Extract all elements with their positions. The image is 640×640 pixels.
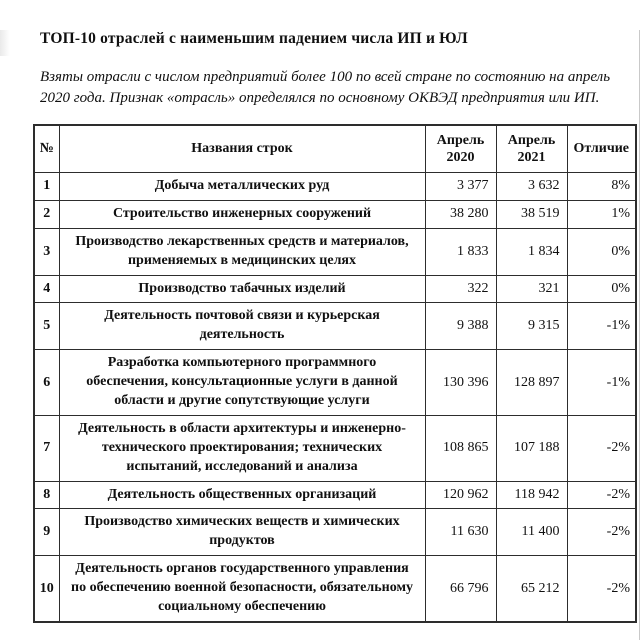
value-april-2020-cell: 3 377 <box>425 173 496 201</box>
column-header: Названия строк <box>59 125 425 173</box>
difference-cell: -1% <box>567 350 636 416</box>
page-subtitle: Взяты отрасли с числом предприятий более 100 по всей стране по состоянию на апрель 2020 года. Признак «отрасль» определялся по основному ОКВЭД предприятия или ИП. <box>40 69 611 106</box>
value-april-2021-cell: 9 315 <box>496 303 567 350</box>
value-april-2021-cell: 107 188 <box>496 415 567 481</box>
value-april-2020-cell: 108 865 <box>425 415 496 481</box>
row-name-cell: Производство химических веществ и химических продуктов <box>59 509 425 556</box>
table-row <box>34 556 636 622</box>
row-number-cell: 7 <box>34 415 59 481</box>
difference-cell: 0% <box>567 228 636 275</box>
row-name-cell: Деятельность в области архитектуры и инженерно-технического проектирования; технических испытаний, исследований и анализа <box>59 415 425 481</box>
row-number-cell: 4 <box>34 275 59 303</box>
value-april-2021-cell: 65 212 <box>496 556 567 622</box>
row-number-cell: 10 <box>34 556 59 622</box>
row-name-cell: Разработка компьютерного программного обеспечения, консультационные услуги в данной области и другие сопутствующие услуги <box>59 350 425 416</box>
value-april-2020-cell: 120 962 <box>425 481 496 509</box>
document-page <box>0 30 640 640</box>
row-number-cell: 8 <box>34 481 59 509</box>
row-name-cell: Строительство инженерных сооружений <box>59 200 425 228</box>
difference-cell: 1% <box>567 200 636 228</box>
difference-cell: -2% <box>567 509 636 556</box>
value-april-2021-cell: 1 834 <box>496 228 567 275</box>
table-row <box>34 350 636 416</box>
table-row <box>34 275 636 303</box>
difference-cell: 8% <box>567 173 636 201</box>
row-name-cell: Деятельность почтовой связи и курьерская деятельность <box>59 303 425 350</box>
value-april-2020-cell: 130 396 <box>425 350 496 416</box>
page-title: ТОП-10 отраслей с наименьшим падением числа ИП и ЮЛ <box>40 30 468 47</box>
page-edge-artifact <box>0 30 10 56</box>
row-number-cell: 5 <box>34 303 59 350</box>
value-april-2021-cell: 3 632 <box>496 173 567 201</box>
value-april-2021-cell: 11 400 <box>496 509 567 556</box>
difference-cell: -2% <box>567 481 636 509</box>
value-april-2020-cell: 322 <box>425 275 496 303</box>
value-april-2020-cell: 9 388 <box>425 303 496 350</box>
table-row <box>34 228 636 275</box>
value-april-2021-cell: 128 897 <box>496 350 567 416</box>
table-header-row <box>34 125 636 173</box>
row-name-cell: Производство табачных изделий <box>59 275 425 303</box>
table-row <box>34 200 636 228</box>
row-number-cell: 2 <box>34 200 59 228</box>
table-row <box>34 173 636 201</box>
value-april-2021-cell: 118 942 <box>496 481 567 509</box>
row-number-cell: 1 <box>34 173 59 201</box>
value-april-2020-cell: 66 796 <box>425 556 496 622</box>
top10-industries-table <box>33 124 637 623</box>
value-april-2021-cell: 321 <box>496 275 567 303</box>
difference-cell: -2% <box>567 556 636 622</box>
row-number-cell: 3 <box>34 228 59 275</box>
value-april-2020-cell: 38 280 <box>425 200 496 228</box>
difference-cell: 0% <box>567 275 636 303</box>
row-number-cell: 9 <box>34 509 59 556</box>
difference-cell: -1% <box>567 303 636 350</box>
table-row <box>34 303 636 350</box>
value-april-2020-cell: 11 630 <box>425 509 496 556</box>
value-april-2020-cell: 1 833 <box>425 228 496 275</box>
table-row <box>34 481 636 509</box>
table-body <box>34 173 636 622</box>
table-row <box>34 415 636 481</box>
value-april-2021-cell: 38 519 <box>496 200 567 228</box>
row-name-cell: Деятельность общественных организаций <box>59 481 425 509</box>
column-header: Отличие <box>567 125 636 173</box>
row-name-cell: Деятельность органов государственного управления по обеспечению военной безопасности, обязательному социальному обеспечению <box>59 556 425 622</box>
difference-cell: -2% <box>567 415 636 481</box>
row-name-cell: Добыча металлических руд <box>59 173 425 201</box>
row-name-cell: Производство лекарственных средств и материалов, применяемых в медицинских целях <box>59 228 425 275</box>
table-row <box>34 509 636 556</box>
column-header: № <box>34 125 59 173</box>
row-number-cell: 6 <box>34 350 59 416</box>
column-header: Апрель 2021 <box>496 125 567 173</box>
column-header: Апрель 2020 <box>425 125 496 173</box>
